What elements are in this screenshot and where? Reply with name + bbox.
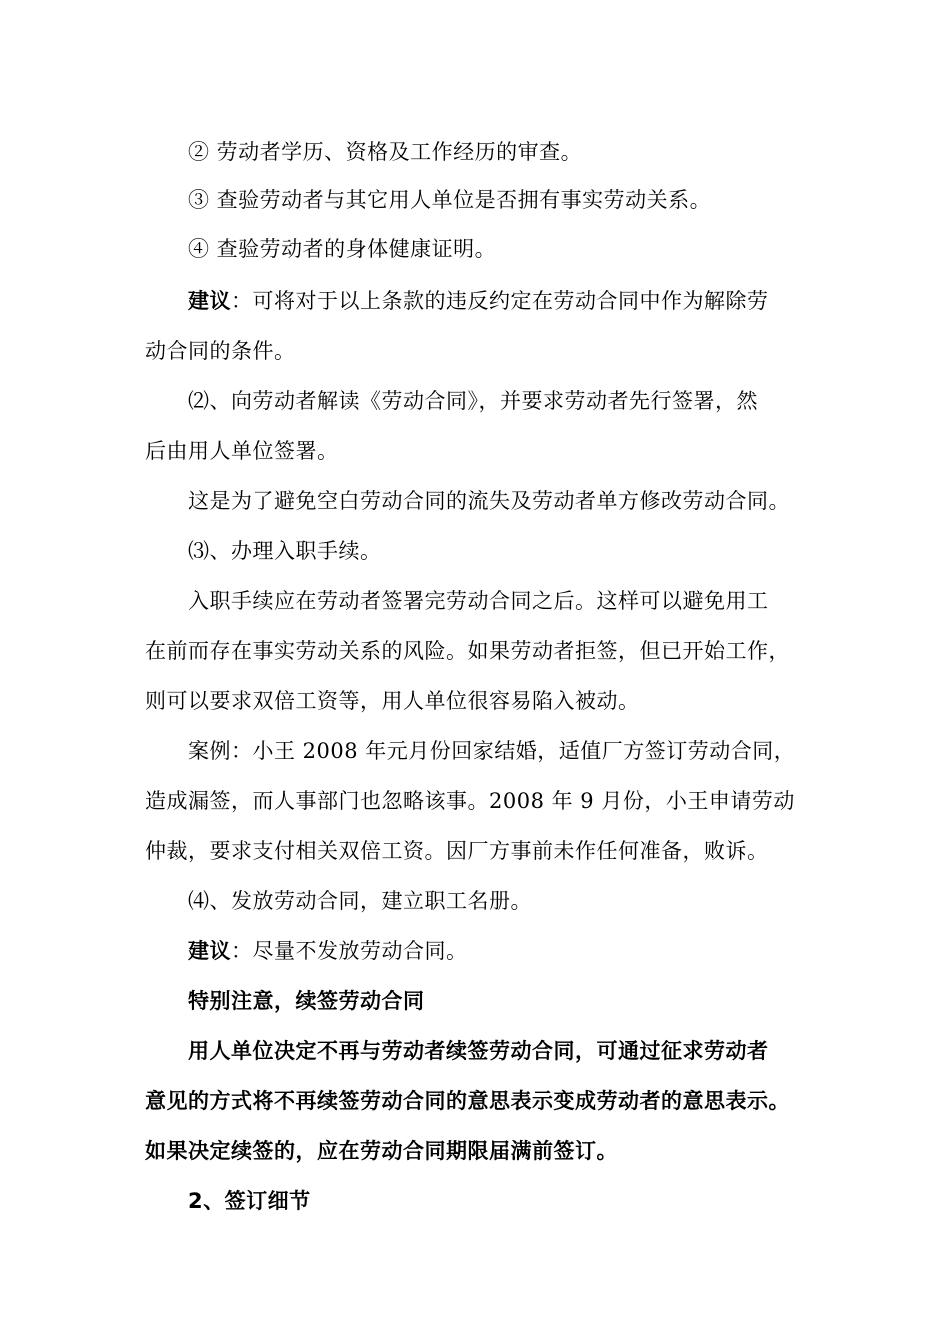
renewal-paragraph-cont-2: 如果决定续签的，应在劳动合同期限届满前签订。 — [145, 1139, 618, 1163]
suggestion-label: 建议 — [188, 289, 231, 313]
renewal-paragraph-cont-1: 意见的方式将不再续签劳动合同的意思表示变成劳动者的意思表示。 — [145, 1089, 790, 1113]
item-labor-relation-check: ③ 查验劳动者与其它用人单位是否拥有事实劳动关系。 — [188, 188, 712, 212]
case-paragraph-cont-1: 造成漏签，而人事部门也忽略该事。2008 年 9 月份，小王申请劳动 — [145, 789, 795, 813]
suggestion-text-2: ：尽量不发放劳动合同。 — [231, 939, 468, 963]
item-health-check: ④ 查验劳动者的身体健康证明。 — [188, 237, 497, 261]
step-3-paragraph-cont-2: 则可以要求双倍工资等，用人单位很容易陷入被动。 — [145, 689, 640, 713]
case-paragraph-cont-2: 仲裁，要求支付相关双倍工资。因厂方事前未作任何准备，败诉。 — [145, 839, 769, 863]
step-4-heading: ⑷、发放劳动合同，建立职工名册。 — [188, 889, 532, 913]
step-2-heading: ⑵、向劳动者解读《劳动合同》，并要求劳动者先行签署，然 — [188, 389, 758, 413]
case-paragraph: 案例：小王 2008 年元月份回家结婚，适值厂方签订劳动合同， — [188, 739, 796, 763]
renewal-paragraph: 用人单位决定不再与劳动者续签劳动合同，可通过征求劳动者 — [188, 1039, 769, 1063]
special-note-heading: 特别注意，续签劳动合同 — [188, 989, 425, 1013]
section-2-heading: 2、签订细节 — [188, 1189, 311, 1213]
step-2-explanation: 这是为了避免空白劳动合同的流失及劳动者单方修改劳动合同。 — [188, 489, 790, 513]
step-3-paragraph: 入职手续应在劳动者签署完劳动合同之后。这样可以避免用工 — [188, 589, 769, 613]
item-education-check: ② 劳动者学历、资格及工作经历的审查。 — [188, 140, 583, 164]
suggestion-label-2: 建议 — [188, 939, 231, 963]
step-3-paragraph-cont-1: 在前而存在事实劳动关系的风险。如果劳动者拒签，但已开始工作， — [145, 639, 790, 663]
suggestion-paragraph-2 — [188, 936, 868, 966]
suggestion-paragraph-1-cont: 动合同的条件。 — [145, 339, 296, 363]
suggestion-paragraph-1 — [188, 286, 868, 316]
suggestion-text: ：可将对于以上条款的违反约定在劳动合同中作为解除劳 — [231, 289, 769, 313]
step-3-heading: ⑶、办理入职手续。 — [188, 539, 382, 563]
step-2-cont: 后由用人单位签署。 — [145, 439, 339, 463]
